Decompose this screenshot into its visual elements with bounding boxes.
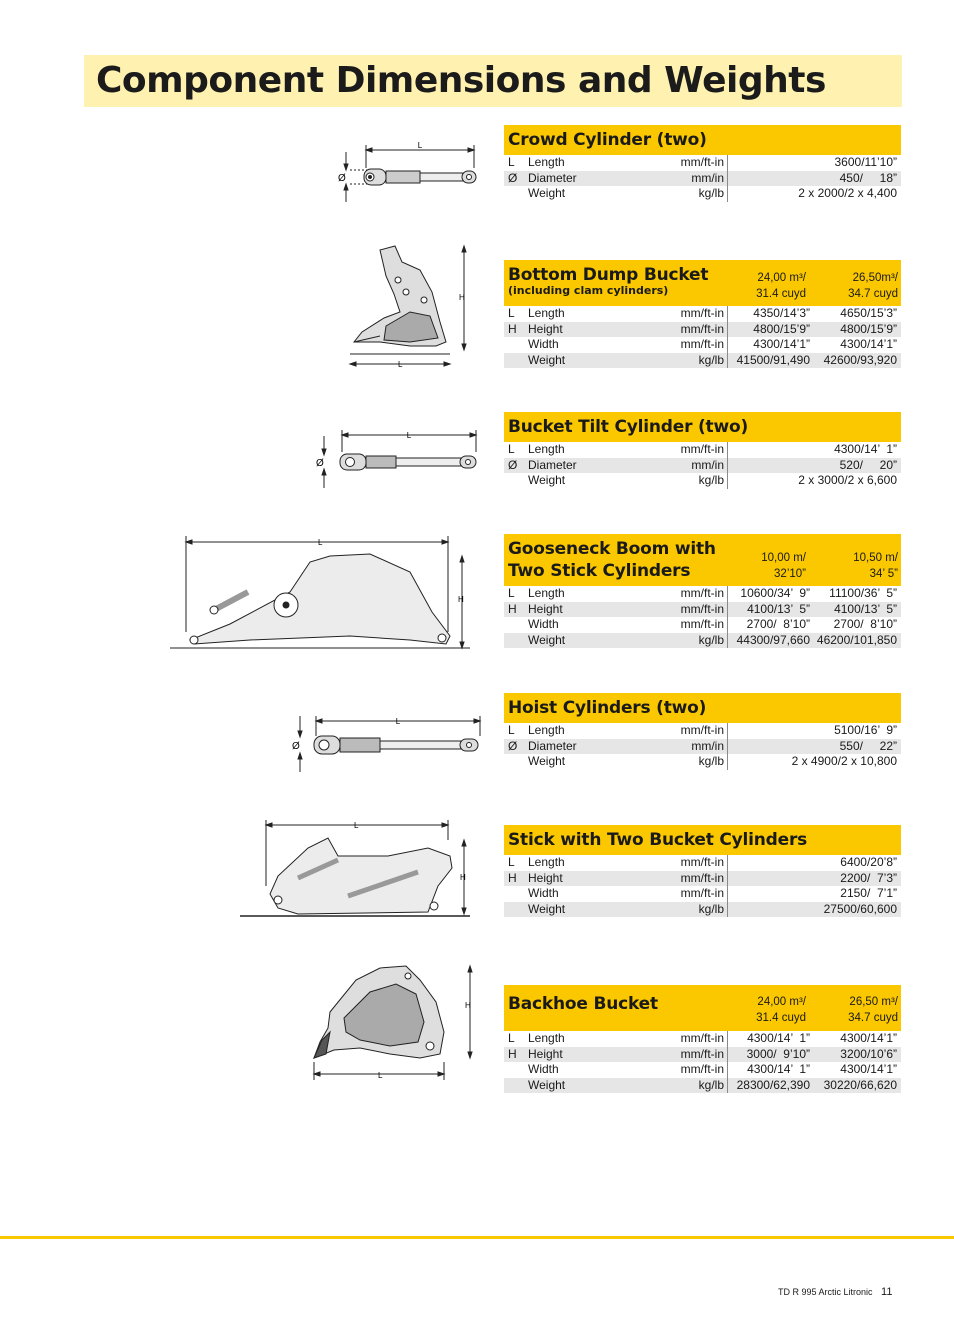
- spec-row: [504, 1078, 901, 1094]
- spec-sym: [504, 633, 528, 649]
- spec-sym: L: [508, 723, 515, 738]
- spec-row: [504, 617, 901, 633]
- dim-label-diameter: Ø: [292, 741, 300, 752]
- spec-label: Weight: [528, 1078, 648, 1094]
- spec-sym: [504, 886, 528, 902]
- section-header: [504, 260, 901, 306]
- spec-v1: 4100/13’ 5”: [728, 602, 815, 618]
- spec-unit: kg/lb: [648, 1078, 728, 1094]
- spec-v2: 4650/15’3”: [840, 306, 897, 321]
- spec-value: 520/ 20”: [728, 458, 902, 474]
- spec-sym: Ø: [504, 171, 528, 187]
- spec-label: Diameter: [528, 458, 648, 474]
- spec-v1: 3000/ 9’10”: [728, 1047, 815, 1063]
- spec-value: 2 x 4900/2 x 10,800: [791, 754, 897, 769]
- spec-row: [504, 1062, 901, 1078]
- spec-unit: mm/ft-in: [648, 871, 728, 887]
- spec-unit: mm/ft-in: [648, 886, 728, 902]
- capacity-1-imperial: 31.4 cuyd: [756, 1012, 806, 1024]
- spec-v2: 30220/66,620: [814, 1078, 901, 1094]
- spec-v1: 10600/34’ 9”: [740, 586, 810, 601]
- spec-label: Diameter: [528, 739, 648, 755]
- spec-unit: mm/ft-in: [648, 723, 728, 739]
- section-header: [504, 125, 901, 155]
- capacity-2-imperial: 34.7 cuyd: [848, 1012, 898, 1024]
- spec-sym: Ø: [504, 458, 528, 474]
- spec-v2: 46200/101,850: [814, 633, 901, 649]
- bottom-dump-bucket-drawing: [340, 242, 480, 372]
- spec-row: [504, 754, 901, 770]
- dim-label-diameter: Ø: [338, 173, 346, 184]
- section-header: [504, 985, 901, 1031]
- spec-unit: kg/lb: [648, 186, 728, 202]
- spec-unit: mm/ft-in: [648, 617, 728, 633]
- spec-unit: mm/ft-in: [648, 337, 728, 353]
- spec-v1: 4350/14’3”: [753, 306, 810, 321]
- spec-sym: H: [504, 602, 528, 618]
- spec-row: [504, 1047, 901, 1063]
- spec-v2: 2700/ 8’10”: [833, 617, 897, 632]
- spec-unit: mm/ft-in: [648, 155, 728, 171]
- spec-value: 450/ 18”: [728, 171, 902, 187]
- spec-v1: 4300/14’ 1”: [747, 1031, 810, 1046]
- gooseneck-boom-drawing: [170, 532, 482, 654]
- capacity-1-metric: 24,00 m³/: [757, 272, 806, 284]
- spec-table: [504, 855, 901, 917]
- section-title-line-1: Gooseneck Boom with: [508, 539, 716, 559]
- spec-table: [504, 306, 901, 368]
- spec-label: Height: [528, 1047, 648, 1063]
- spec-unit: kg/lb: [648, 902, 728, 918]
- spec-sym: [504, 473, 528, 489]
- spec-label: Length: [528, 306, 565, 321]
- section-title: Stick with Two Bucket Cylinders: [508, 830, 808, 850]
- dim-label-length: L: [395, 717, 401, 726]
- spec-row: [504, 855, 901, 871]
- section-hoist-cylinders: [504, 693, 901, 770]
- spec-sym: [504, 186, 528, 202]
- dim-label-height: H: [459, 293, 465, 302]
- spec-label: Length: [528, 1031, 565, 1046]
- spec-unit: mm/ft-in: [648, 442, 728, 458]
- spec-row: [504, 586, 901, 602]
- dim-label-diameter: Ø: [316, 458, 324, 469]
- spec-sym: L: [508, 306, 515, 321]
- spec-table: [504, 1031, 901, 1093]
- spec-sym: [504, 902, 528, 918]
- capacity-1-imperial: 31.4 cuyd: [756, 288, 806, 300]
- spec-value: 2 x 3000/2 x 6,600: [798, 473, 897, 488]
- spec-row: [504, 171, 901, 187]
- capacity-col-2: [848, 270, 898, 302]
- boom-length-col-1: [761, 550, 806, 582]
- spec-label: Width: [528, 886, 559, 901]
- spec-v1: 28300/62,390: [728, 1078, 815, 1094]
- spec-v2: 4300/14’1”: [840, 1031, 897, 1046]
- section-bottom-dump-bucket: [504, 260, 901, 368]
- spec-row: [504, 739, 901, 755]
- spec-sym: [504, 1062, 528, 1078]
- spec-row: [504, 902, 901, 918]
- section-header: [504, 825, 901, 855]
- spec-label: Width: [528, 1062, 559, 1077]
- spec-v2: 4300/14’1”: [840, 337, 897, 352]
- spec-row: [504, 723, 901, 739]
- capacity-2-metric: 26,50 m³/: [849, 996, 898, 1008]
- spec-v2: 4800/15’9”: [814, 322, 901, 338]
- spec-value: 4300/14’ 1”: [834, 442, 897, 457]
- spec-value: 550/ 22”: [728, 739, 902, 755]
- section-header: [504, 534, 901, 586]
- spec-sym: L: [508, 855, 515, 870]
- spec-value: 3600/11’10”: [834, 155, 897, 170]
- spec-label: Length: [528, 723, 565, 738]
- capacity-col-1: [756, 994, 806, 1026]
- spec-sym: H: [504, 322, 528, 338]
- dim-label-height: H: [460, 873, 466, 882]
- section-title: Backhoe Bucket: [508, 994, 658, 1014]
- page-title-bar: [84, 55, 902, 107]
- spec-unit: mm/ft-in: [648, 1047, 728, 1063]
- spec-table: [504, 723, 901, 770]
- spec-unit: mm/in: [648, 458, 728, 474]
- spec-unit: mm/ft-in: [648, 322, 728, 338]
- spec-sym: L: [508, 155, 515, 170]
- spec-v1: 44300/97,660: [728, 633, 815, 649]
- spec-row: [504, 886, 901, 902]
- spec-row: [504, 155, 901, 171]
- spec-v2: 11100/36’ 5”: [829, 586, 897, 601]
- spec-sym: [504, 1078, 528, 1094]
- spec-label: Weight: [528, 186, 566, 201]
- section-header: [504, 412, 901, 442]
- spec-sym: [504, 617, 528, 633]
- spec-row: [504, 186, 901, 202]
- capacity-col-1: [756, 270, 806, 302]
- spec-sym: L: [508, 586, 515, 601]
- spec-sym: [504, 353, 528, 369]
- spec-label: Diameter: [528, 171, 648, 187]
- spec-label: Height: [528, 871, 648, 887]
- spec-label: Length: [528, 442, 565, 457]
- footer: [778, 1286, 892, 1298]
- spec-sym: [504, 337, 528, 353]
- section-title: Crowd Cylinder (two): [508, 130, 707, 150]
- spec-row: [504, 473, 901, 489]
- boom-1-metric: 10,00 m/: [761, 552, 806, 564]
- spec-row: [504, 1031, 901, 1047]
- spec-sym: H: [504, 871, 528, 887]
- spec-unit: kg/lb: [648, 633, 728, 649]
- boom-length-col-2: [853, 550, 898, 582]
- spec-v1: 4300/14’ 1”: [747, 1062, 810, 1077]
- spec-label: Weight: [528, 353, 648, 369]
- spec-unit: mm/ft-in: [648, 855, 728, 871]
- dim-label-height: H: [465, 1001, 471, 1010]
- spec-sym: [504, 754, 528, 770]
- spec-v1: 41500/91,490: [728, 353, 815, 369]
- spec-row: [504, 602, 901, 618]
- spec-label: Height: [528, 602, 648, 618]
- spec-label: Width: [528, 337, 559, 352]
- dim-label-length: L: [354, 821, 359, 830]
- spec-sym: Ø: [504, 739, 528, 755]
- dim-label-length: L: [378, 1071, 383, 1080]
- dim-label-length: L: [417, 141, 423, 150]
- section-stick: [504, 825, 901, 917]
- section-bucket-tilt-cylinder: [504, 412, 901, 489]
- spec-value: 6400/20’8”: [840, 855, 897, 870]
- spec-row: [504, 322, 901, 338]
- section-title-line-2: Two Stick Cylinders: [508, 561, 691, 581]
- spec-v2: 4100/13’ 5”: [814, 602, 901, 618]
- boom-2-imperial: 34’ 5”: [869, 568, 898, 580]
- section-title: Hoist Cylinders (two): [508, 698, 707, 718]
- spec-row: [504, 442, 901, 458]
- hoist-cylinder-drawing: [288, 710, 484, 776]
- spec-unit: mm/ft-in: [648, 1062, 728, 1078]
- capacity-col-2: [848, 994, 898, 1026]
- spec-value: 2150/ 7’1”: [840, 886, 897, 901]
- section-gooseneck-boom: [504, 534, 901, 648]
- spec-label: Length: [528, 855, 565, 870]
- dim-label-length: L: [406, 431, 412, 440]
- spec-value: 5100/16’ 9”: [834, 723, 897, 738]
- section-title: Bucket Tilt Cylinder (two): [508, 417, 749, 437]
- capacity-2-imperial: 34.7 cuyd: [848, 288, 898, 300]
- spec-sym: L: [508, 1031, 515, 1046]
- capacity-1-metric: 24,00 m³/: [757, 996, 806, 1008]
- spec-unit: mm/ft-in: [648, 306, 728, 322]
- spec-v2: 42600/93,920: [814, 353, 901, 369]
- spec-label: Weight: [528, 754, 566, 769]
- crowd-cylinder-drawing: [336, 140, 486, 205]
- dim-label-length: L: [318, 538, 323, 547]
- spec-label: Weight: [528, 902, 648, 918]
- spec-unit: kg/lb: [648, 473, 728, 489]
- section-backhoe-bucket: [504, 985, 901, 1093]
- dim-label-height: H: [458, 595, 464, 604]
- section-subtitle: (including clam cylinders): [508, 284, 669, 297]
- backhoe-bucket-drawing: [300, 962, 480, 1086]
- boom-2-metric: 10,50 m/: [853, 552, 898, 564]
- stick-drawing: [238, 816, 482, 920]
- spec-unit: kg/lb: [648, 353, 728, 369]
- spec-table: [504, 442, 901, 489]
- spec-unit: mm/ft-in: [648, 1031, 728, 1047]
- footer-rule: [0, 1236, 954, 1239]
- page-number: 11: [881, 1286, 893, 1298]
- section-title: Bottom Dump Bucket: [508, 265, 709, 285]
- spec-unit: mm/in: [648, 171, 728, 187]
- spec-value: 2200/ 7’3”: [728, 871, 902, 887]
- spec-label: Length: [528, 155, 565, 170]
- spec-sym: L: [508, 442, 515, 457]
- dim-label-length: L: [398, 360, 403, 369]
- spec-row: [504, 306, 901, 322]
- spec-row: [504, 458, 901, 474]
- boom-1-imperial: 32’10”: [774, 568, 806, 580]
- spec-v1: 4300/14’1”: [753, 337, 810, 352]
- section-crowd-cylinder: [504, 125, 901, 202]
- spec-label: Length: [528, 586, 565, 601]
- spec-value: 27500/60,600: [728, 902, 902, 918]
- spec-v1: 2700/ 8’10”: [746, 617, 810, 632]
- spec-row: [504, 337, 901, 353]
- capacity-2-metric: 26,50m³/: [852, 272, 898, 284]
- section-header: [504, 693, 901, 723]
- spec-unit: mm/ft-in: [648, 602, 728, 618]
- spec-label: Weight: [528, 633, 648, 649]
- spec-row: [504, 871, 901, 887]
- page-title: Component Dimensions and Weights: [96, 60, 826, 101]
- spec-v2: 3200/10’6”: [814, 1047, 901, 1063]
- spec-v1: 4800/15’9”: [728, 322, 815, 338]
- spec-label: Height: [528, 322, 648, 338]
- spec-v2: 4300/14’1”: [840, 1062, 897, 1077]
- spec-unit: mm/ft-in: [648, 586, 728, 602]
- spec-sym: H: [504, 1047, 528, 1063]
- spec-unit: mm/in: [648, 739, 728, 755]
- spec-label: Width: [528, 617, 559, 632]
- spec-unit: kg/lb: [648, 754, 728, 770]
- spec-table: [504, 586, 901, 648]
- spec-table: [504, 155, 901, 202]
- spec-row: [504, 633, 901, 649]
- spec-value: 2 x 2000/2 x 4,400: [798, 186, 897, 201]
- footer-text: TD R 995 Arctic Litronic: [778, 1287, 873, 1297]
- spec-row: [504, 353, 901, 369]
- spec-label: Weight: [528, 473, 566, 488]
- bucket-tilt-cylinder-drawing: [312, 426, 484, 494]
